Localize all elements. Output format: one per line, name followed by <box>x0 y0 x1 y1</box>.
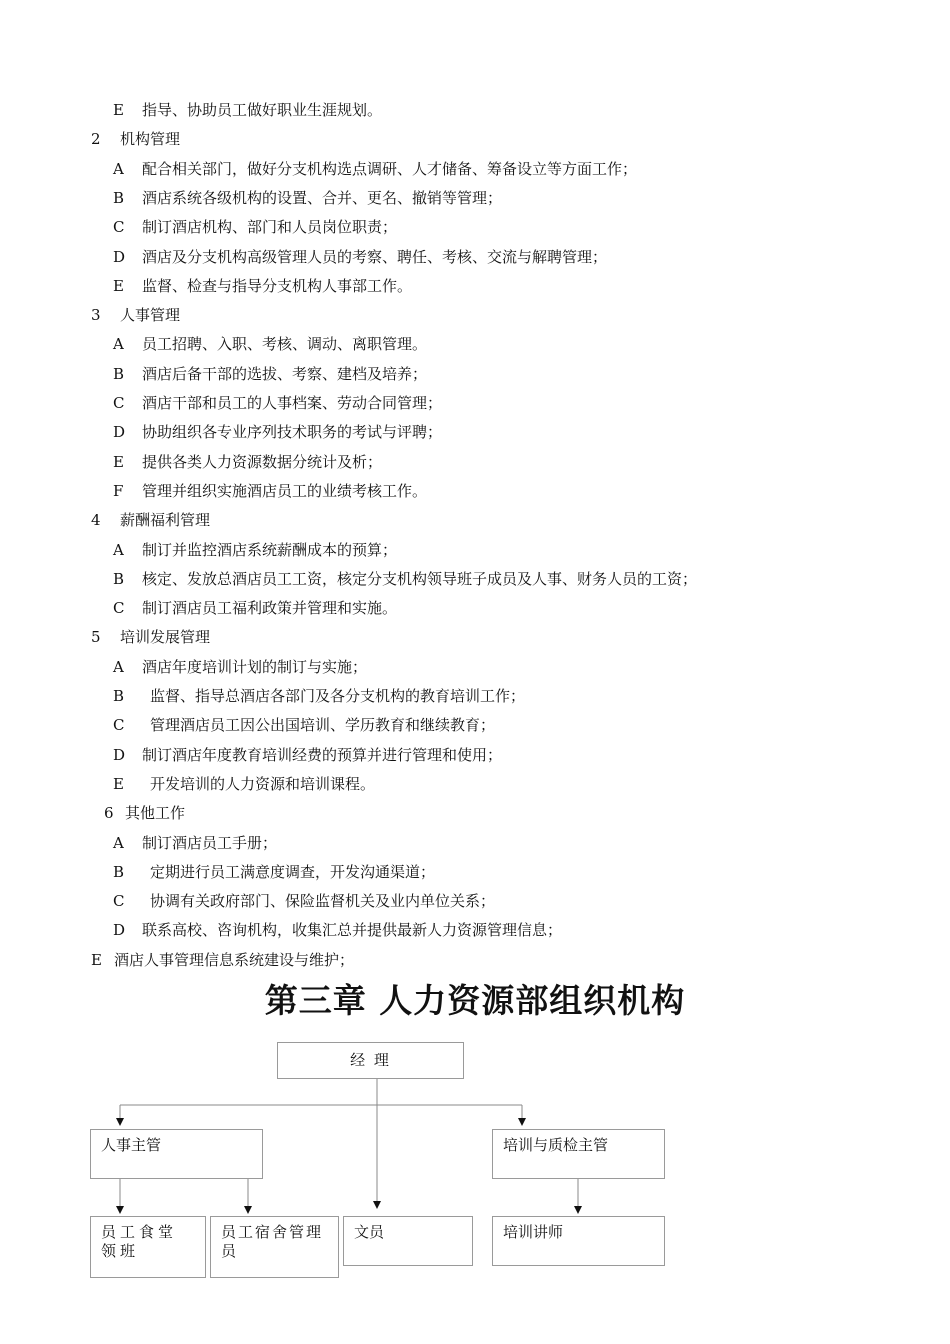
list-marker: D <box>113 423 126 442</box>
list-marker: F <box>113 481 124 500</box>
list-text: 核定、发放总酒店员工工资，核定分支机构领导班子成员及人事、财务人员的工资； <box>142 569 698 588</box>
list-marker: A <box>113 833 124 852</box>
list-text: 联系高校、咨询机构，收集汇总并提供最新人力资源管理信息； <box>142 921 563 940</box>
list-text: 提供各类人力资源数据分统计及析； <box>142 452 383 471</box>
list-text: 指导、协助员工做好职业生涯规划。 <box>142 101 383 119</box>
list-text: 酒店干部和员工的人事档案、劳动合同管理； <box>142 394 443 412</box>
list-marker: C <box>113 218 125 237</box>
list-text: 配合相关部门，做好分支机构选点调研、人才储备、筹备设立等方面工作； <box>142 159 638 178</box>
list-marker: 2 <box>91 130 101 149</box>
list-text: 酒店人事管理信息系统建设与维护； <box>114 950 355 969</box>
list-text: 酒店系统各级机构的设置、合并、更名、撤销等管理； <box>142 188 503 207</box>
list-marker: B <box>113 569 125 588</box>
list-text: 酒店及分支机构高级管理人员的考察、聘任、考核、交流与解聘管理； <box>142 247 608 266</box>
org-box-hr-supervisor: 人事主管 <box>90 1129 263 1179</box>
list-text: 人事管理 <box>120 306 181 325</box>
list-marker: 5 <box>91 628 101 647</box>
list-marker: 6 <box>104 804 114 823</box>
list-text: 薪酬福利管理 <box>120 511 211 530</box>
list-marker: E <box>91 950 102 969</box>
list-text: 培训发展管理 <box>120 628 211 647</box>
list-text: 协助组织各专业序列技术职务的考试与评聘； <box>142 423 443 442</box>
list-marker: B <box>113 188 125 207</box>
list-marker: C <box>113 892 125 911</box>
org-box-manager: 经 理 <box>277 1042 464 1079</box>
chapter-title: 第三章 人力资源部组织机构 <box>264 981 686 1020</box>
list-text: 机构管理 <box>120 130 181 149</box>
list-text: 员工招聘、入职、考核、调动、离职管理。 <box>142 335 428 354</box>
list-marker: A <box>113 335 124 354</box>
list-text: 酒店年度培训计划的制订与实施； <box>142 657 368 676</box>
list-marker: B <box>113 862 125 881</box>
list-marker: D <box>113 247 126 266</box>
list-marker: D <box>113 745 126 764</box>
list-marker: B <box>113 687 125 705</box>
list-text: 开发培训的人力资源和培训课程。 <box>150 774 376 793</box>
org-box-training-qc-supervisor: 培训与质检主管 <box>492 1129 665 1179</box>
list-marker: E <box>113 276 124 295</box>
list-text: 监督、检查与指导分支机构人事部工作。 <box>142 276 413 295</box>
list-marker: E <box>113 774 124 793</box>
list-text: 其他工作 <box>125 804 186 823</box>
org-box-clerk: 文员 <box>343 1216 473 1266</box>
list-marker: 4 <box>91 511 101 530</box>
list-text: 协调有关政府部门、保险监督机关及业内单位关系； <box>150 892 496 911</box>
list-text: 管理酒店员工因公出国培训、学历教育和继续教育； <box>150 716 496 735</box>
list-text: 制订酒店机构、部门和人员岗位职责； <box>142 218 398 237</box>
list-marker: E <box>113 101 124 119</box>
list-text: 监督、指导总酒店各部门及各分支机构的教育培训工作； <box>150 687 526 705</box>
list-marker: C <box>113 599 125 618</box>
list-marker: A <box>113 540 124 559</box>
org-box-canteen-leader: 员工食堂领班 <box>90 1216 206 1278</box>
list-text: 酒店后备干部的选拔、考察、建档及培养； <box>142 364 428 383</box>
list-marker: B <box>113 364 125 383</box>
org-box-dorm-admin: 员工宿舍管理员 <box>210 1216 339 1278</box>
list-text: 制订并监控酒店系统薪酬成本的预算； <box>142 540 398 559</box>
list-text: 制订酒店年度教育培训经费的预算并进行管理和使用； <box>142 745 503 764</box>
list-marker: A <box>113 159 124 178</box>
list-marker: C <box>113 716 125 735</box>
list-text: 管理并组织实施酒店员工的业绩考核工作。 <box>142 481 428 500</box>
list-marker: A <box>113 657 124 676</box>
list-marker: D <box>113 921 126 940</box>
list-text: 制订酒店员工福利政策并管理和实施。 <box>142 599 398 618</box>
list-marker: C <box>113 394 125 412</box>
list-marker: 3 <box>91 306 101 325</box>
list-marker: E <box>113 452 124 471</box>
list-text: 制订酒店员工手册； <box>142 833 278 852</box>
org-box-trainer: 培训讲师 <box>492 1216 665 1266</box>
list-text: 定期进行员工满意度调查，开发沟通渠道； <box>150 862 436 881</box>
